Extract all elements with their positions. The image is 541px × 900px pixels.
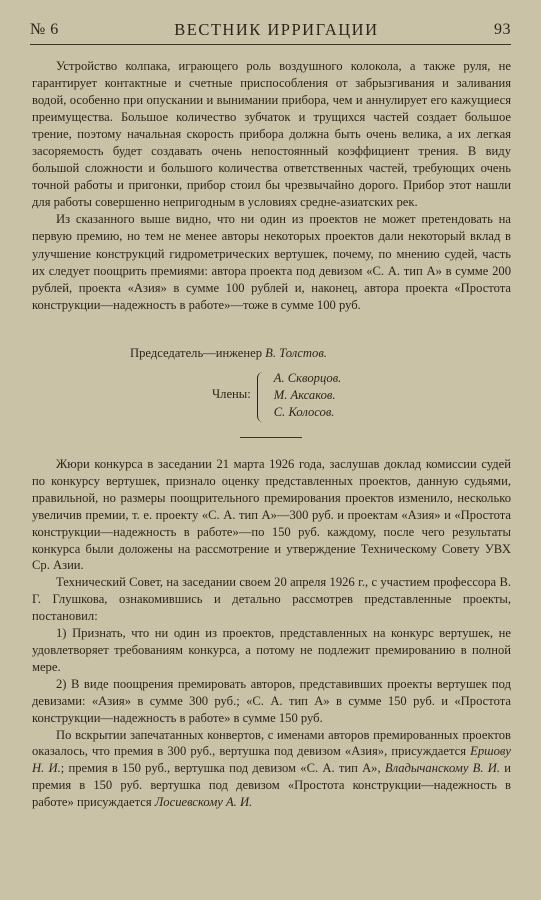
member-name: М. Аксаков. — [273, 388, 336, 402]
chairman-signature — [130, 346, 327, 361]
issue-number: № 6 — [30, 21, 59, 38]
paragraph: 1) Признать, что ни один из проектов, представленных на конкурс вертушек, не удовлетворяет требованиям конкурса, а потому не подлежит премированию в полной мере. — [32, 626, 511, 674]
paragraph: Из сказанного выше видно, что ни один из проектов не может претендовать на первую премию, но тем не менее авторы некоторых проектов дали некоторый вклад в улучшение конструкций гидрометрических вертушек, почему, по мнению судей, часть их следует поощрить премиями: автора проекта под девизом «С. А. тип А» в сумме 200 рублей, проекта «Азия» в сумме 100 рублей и, наконец, автора проекта «Простота конструкции—надежность в работе»—тоже в сумме 100 руб. — [32, 212, 511, 312]
text-run: ; премия в 150 руб., вертушка под девизом «С. А. тип А», — [60, 761, 385, 776]
author-name: Владычанскому В. И. — [384, 761, 500, 776]
members-names — [274, 370, 342, 422]
members-block — [212, 370, 341, 422]
author-name: Ершову Н. И. — [32, 744, 511, 776]
journal-title: ВЕСТНИК ИРРИГАЦИИ — [174, 20, 379, 39]
text-run: По вскрытии запечатанных конвертов, с именами авторов премированных проектов оказалось, что премия в 300 руб., вертушка под девизом «Азия», присуждается — [32, 727, 511, 759]
page-number: 93 — [494, 21, 511, 38]
paragraph — [32, 727, 511, 812]
chairman-name: В. Толстов. — [265, 346, 327, 360]
text-run: и премия в 150 руб. вертушка под девизом «Простота конструкции—надежность в работе» присуждается — [32, 761, 511, 810]
page-header — [30, 18, 511, 42]
paragraph: Устройство колпака, играющего роль воздушного колокола, а также руля, не гарантирует контактные и счетные приспособления от забрызгивания и заливания водой, особенно при опускании и вынимании прибора, чем и аннулирует его кажущиеся преимущества. Большое количество зубчаток и трущихся частей создает большое трение, поэтому начальная скорость прибора должна быть очень велика, а их легкая засоряемость будет создавать очень непостоянный коэффициент трения. В виду большой сложности и большого количества ответственных частей, требующих очень точной работы и пригонки, прибор стоил бы чрезвычайно дорого. Прибор этот нашли для работы совершенно непригодным в условиях средне-азиатских рек. — [32, 59, 511, 210]
body-bottom — [32, 456, 511, 811]
brace — [257, 372, 266, 422]
member-name: А. Скворцов. — [273, 371, 342, 385]
section-divider — [240, 437, 302, 438]
member-name: С. Колосов. — [273, 405, 335, 419]
author-name: Лосиевскому А. И. — [154, 795, 253, 810]
paragraph: Технический Совет, на заседании своем 20 апреля 1926 г., с участием профессора В. Г. Глушкова, ознакомившись и детально рассмотрев представленные проекты, постановил: — [32, 575, 511, 624]
chairman-label: Председатель—инженер — [130, 346, 263, 360]
members-label: Члены: — [212, 387, 251, 401]
paragraph: Жюри конкурса в заседании 21 марта 1926 года, заслушав доклад комиссии судей по конкурсу вертушек, признало оценку представленных проектов, данную судьями, правильной, но размеры поощрительного премирования проектов изменило, несколько увеличив премии, т. е. проекту «С. А. тип А»—300 руб. и проектам «Азия» и «Простота конструкции—надежность в работе»—по 150 руб. каждому, после чего результаты конкурса были доложены на рассмотрение и утверждение Техническому Совету УВХ Ср. Азии. — [32, 457, 511, 573]
header-rule — [30, 44, 511, 45]
body-top — [32, 58, 511, 314]
paragraph: 2) В виде поощрения премировать авторов, представивших проекты вертушек под девизами: «Азия» в сумме 300 руб.; «С. А. тип А» в сумме 150 руб. и «Простота конструкции—надежность в работе» в сумме 150 руб. — [32, 676, 511, 725]
